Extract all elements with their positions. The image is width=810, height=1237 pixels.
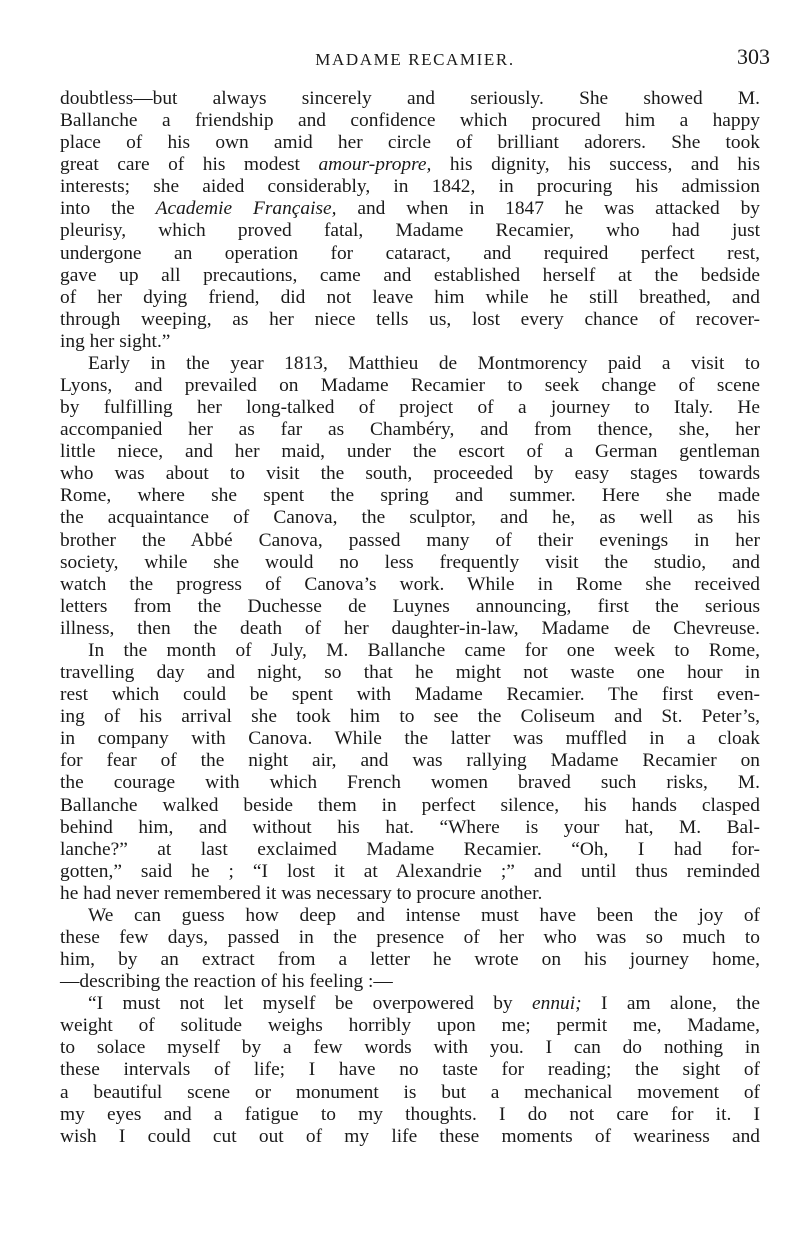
text-line (60, 817, 760, 839)
page-number: 303 (737, 44, 770, 69)
text-run: by fulfilling her long-talked of project of a journey to Italy. He (60, 397, 760, 419)
text-line (60, 220, 760, 242)
text-run: into the (60, 198, 156, 220)
text-run: —describing the reaction of his feeling :— (60, 971, 393, 993)
text-run: illness, then the death of her daughter-in-law, Madame de Chevreuse. (60, 617, 760, 639)
text-run: behind him, and without his hat. “Where is your hat, M. Bal- (60, 816, 760, 838)
text-line (60, 154, 760, 176)
text-run: ing of his arrival she took him to see the Coliseum and St. Peter’s, (60, 706, 760, 728)
text-line (60, 927, 760, 949)
text-line (60, 419, 760, 441)
text-run: brother the Abbé Canova, passed many of their evenings in her (60, 529, 760, 551)
text-line (60, 706, 760, 728)
text-line (60, 88, 760, 110)
italic-text: amour-propre, (318, 154, 432, 176)
text-run: for fear of the night air, and was rallying Madame Recamier on (60, 750, 760, 772)
text-line (60, 375, 760, 397)
text-run: he had never remembered it was necessary to procure another. (60, 882, 543, 904)
text-run: undergone an operation for cataract, and required perfect rest, (60, 242, 760, 264)
text-line (60, 331, 760, 353)
text-line (60, 309, 760, 331)
text-line (60, 772, 760, 794)
text-line (60, 552, 760, 574)
italic-text: Academie Française, (155, 198, 337, 220)
text-line (60, 265, 760, 287)
text-line (60, 1126, 760, 1148)
text-line (60, 993, 760, 1015)
text-line (60, 1082, 760, 1104)
text-run: Lyons, and prevailed on Madame Recamier to seek change of scene (60, 375, 760, 397)
text-line (60, 949, 760, 971)
text-run: great care of his modest (60, 154, 319, 176)
text-line (60, 353, 760, 375)
text-run: gave up all precautions, came and established herself at the bedside (60, 264, 760, 286)
text-line (60, 684, 760, 706)
text-run: lanche?” at last exclaimed Madame Recamier. “Oh, I had for- (60, 838, 760, 860)
text-run: of her dying friend, did not leave him while he still breathed, and (60, 286, 760, 308)
text-line (60, 883, 760, 905)
text-run: Ballanche walked beside them in perfect silence, his hands clasped (60, 794, 760, 816)
text-run: who was about to visit the south, proceeded by easy stages towards (60, 463, 760, 485)
text-run: interests; she aided considerably, in 1842, in procuring his admission (60, 176, 760, 198)
text-line (60, 662, 760, 684)
text-run: gotten,” said he ; “I lost it at Alexandrie ;” and until thus reminded (60, 860, 760, 882)
text-run: weight of solitude weighs horribly upon me; permit me, Madame, (60, 1015, 760, 1037)
text-line (60, 1037, 760, 1059)
text-line (60, 132, 760, 154)
text-line (60, 861, 760, 883)
text-line (60, 176, 760, 198)
text-run: place of his own amid her circle of brilliant adorers. She took (60, 132, 760, 154)
text-run: wish I could cut out of my life these moments of weariness and (60, 1125, 760, 1147)
text-run: doubtless—but always sincerely and seriously. She showed M. (60, 88, 760, 109)
text-run: to solace myself by a few words with you. I can do nothing in (60, 1037, 760, 1059)
text-line (60, 485, 760, 507)
text-run: accompanied her as far as Chambéry, and from thence, she, her (60, 419, 760, 441)
text-run: little niece, and her maid, under the escort of a German gentleman (60, 441, 760, 463)
text-line (60, 243, 760, 265)
text-run: his dignity, his success, and his (431, 154, 760, 176)
running-header (60, 44, 770, 74)
text-run: ing her sight.” (60, 330, 171, 352)
text-run: travelling day and night, so that he might not waste one hour in (60, 662, 760, 684)
text-run: these few days, passed in the presence of her who was so much to (60, 926, 760, 948)
text-run: We can guess how deep and intense must have been the joy of (88, 904, 760, 926)
text-run: watch the progress of Canova’s work. While in Rome she received (60, 573, 760, 595)
running-title: MADAME RECAMIER. (315, 50, 515, 69)
text-run: through weeping, as her niece tells us, lost every chance of recover- (60, 308, 760, 330)
text-run: my eyes and a fatigue to my thoughts. I do not care for it. I (60, 1103, 760, 1125)
text-run: letters from the Duchesse de Luynes announcing, first the serious (60, 595, 760, 617)
text-run: in company with Canova. While the latter was muffled in a cloak (60, 728, 760, 750)
text-run: him, by an extract from a letter he wrote on his journey home, (60, 949, 760, 971)
text-line (60, 728, 760, 750)
text-line (60, 618, 760, 640)
text-run: I am alone, the (581, 993, 760, 1015)
text-line (60, 750, 760, 772)
text-run: Ballanche a friendship and confidence which procured him a happy (60, 110, 760, 132)
text-line (60, 795, 760, 817)
italic-text: ennui; (532, 993, 582, 1015)
text-run: these intervals of life; I have no taste for reading; the sight of (60, 1059, 760, 1081)
text-line (60, 1015, 760, 1037)
text-run: Rome, where she spent the spring and summer. Here she made (60, 485, 760, 507)
text-line (60, 441, 760, 463)
text-line (60, 574, 760, 596)
text-run: pleurisy, which proved fatal, Madame Recamier, who had just (60, 220, 760, 242)
text-run: the courage with which French women braved such risks, M. (60, 772, 760, 794)
text-run: a beautiful scene or monument is but a mechanical movement of (60, 1081, 760, 1103)
text-line (60, 971, 760, 993)
text-line (60, 110, 760, 132)
text-line (60, 1059, 760, 1081)
text-line (60, 839, 760, 861)
text-line (60, 507, 760, 529)
text-run: the acquaintance of Canova, the sculptor, and he, as well as his (60, 507, 760, 529)
text-run: society, while she would no less frequently visit the studio, and (60, 551, 760, 573)
text-run: Early in the year 1813, Matthieu de Montmorency paid a visit to (88, 352, 760, 374)
text-line (60, 397, 760, 419)
text-line (60, 198, 760, 220)
text-line (60, 530, 760, 552)
text-line (60, 905, 760, 927)
text-run: and when in 1847 he was attacked by (336, 198, 760, 220)
text-line (60, 640, 760, 662)
text-line (60, 287, 760, 309)
text-line (60, 596, 760, 618)
body-text (60, 88, 760, 1148)
text-line (60, 463, 760, 485)
text-line (60, 1104, 760, 1126)
text-run: “I must not let myself be overpowered by (88, 993, 533, 1015)
text-run: In the month of July, M. Ballanche came for one week to Rome, (88, 639, 760, 661)
text-run: rest which could be spent with Madame Recamier. The first even- (60, 684, 760, 706)
